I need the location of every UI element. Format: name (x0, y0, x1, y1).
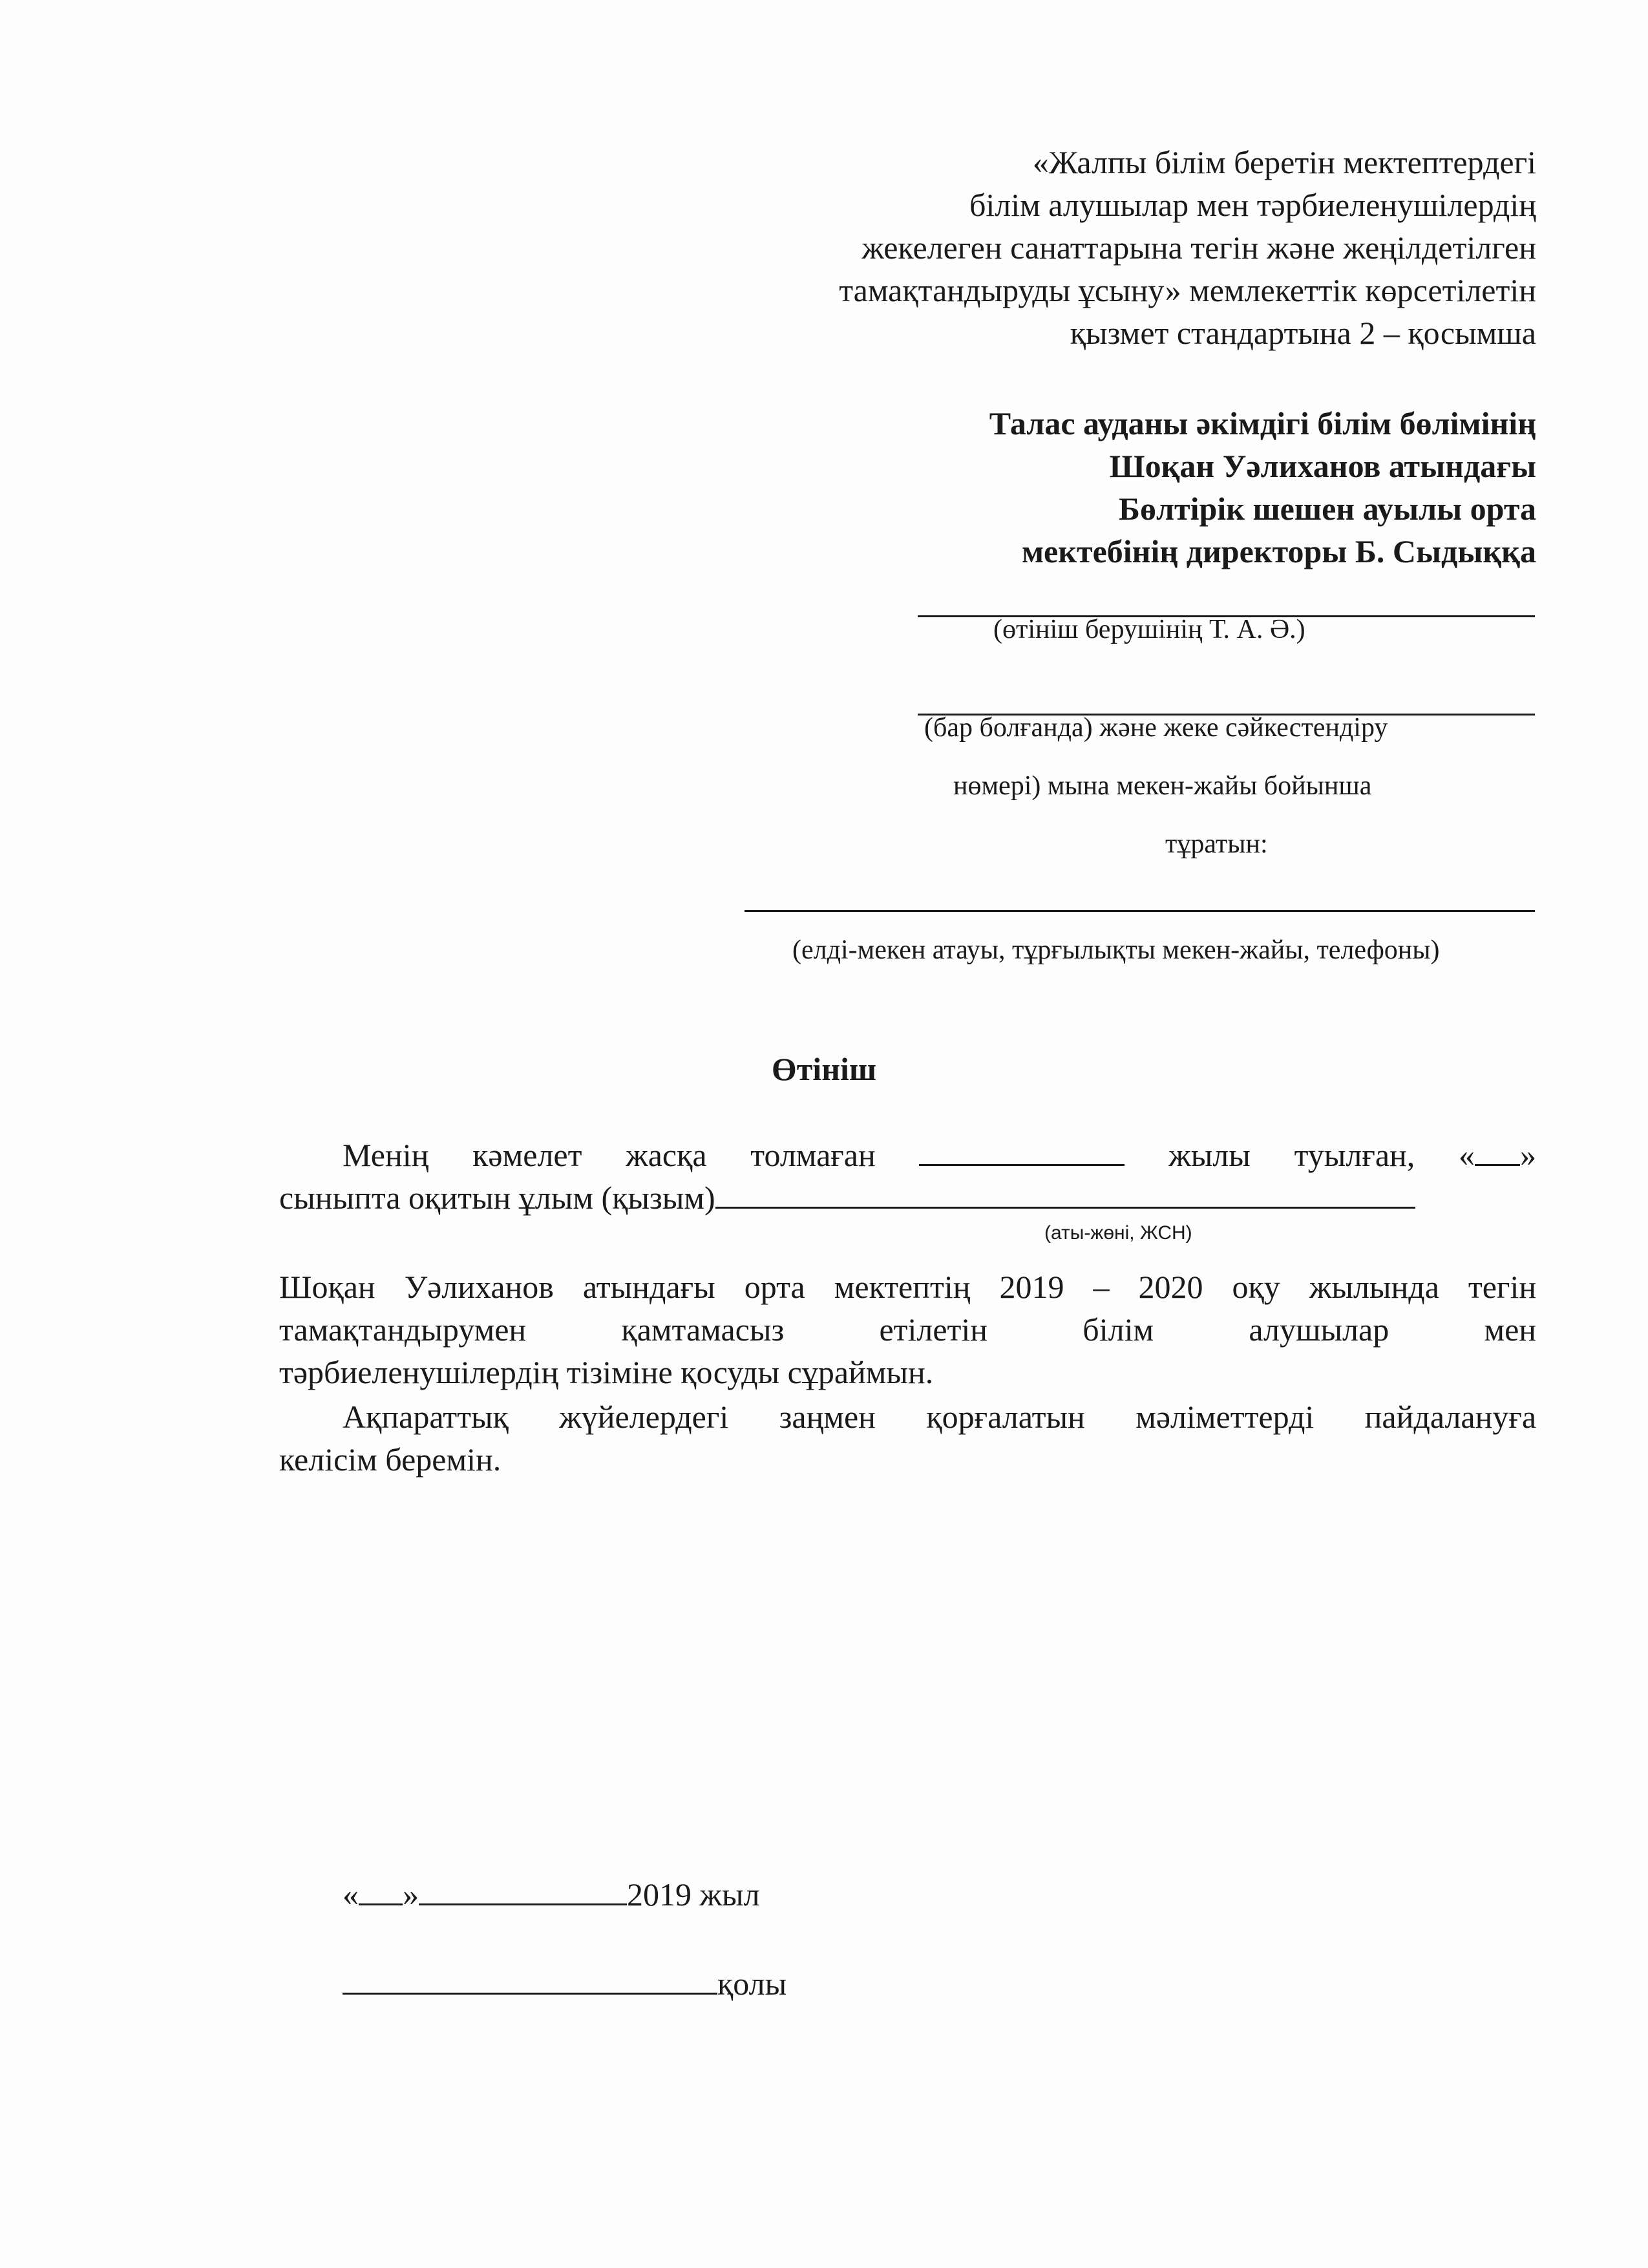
word: 2020 (1138, 1269, 1203, 1305)
birth-year-field[interactable] (919, 1137, 1125, 1166)
word: жылында (1309, 1269, 1439, 1305)
p1-line2-text: сыныпта оқитын ұлым (қызым) (279, 1180, 715, 1216)
date-close-quote: » (403, 1876, 419, 1913)
paragraph-1-line-1 (343, 1136, 1536, 1174)
word: 2019 (999, 1269, 1064, 1305)
paragraph-2-line-3: тәрбиеленушілердің тізіміне қосуды сұраймын. (279, 1354, 934, 1390)
signature-field[interactable] (343, 1966, 717, 1995)
word: тамақтандырумен (279, 1311, 527, 1348)
word: пайдалануға (1364, 1399, 1537, 1435)
p1-word: жылы (1168, 1137, 1251, 1173)
addressee-line-3: Бөлтірік шешен ауылы орта (1118, 491, 1536, 527)
date-line (343, 1876, 760, 1913)
word: Ақпараттық (343, 1399, 509, 1435)
appendix-line-4: тамақтандыруды ұсыну» мемлекеттік көрсетілетін (839, 272, 1536, 308)
word: Уәлиханов (404, 1269, 554, 1305)
word: жүйелердегі (559, 1399, 729, 1435)
word: алушылар (1249, 1311, 1389, 1348)
word: етілетін (879, 1311, 988, 1348)
appendix-line-5: қызмет стандартына 2 – қосымша (1070, 315, 1536, 351)
date-day-field[interactable] (359, 1876, 403, 1905)
paragraph-2-line-1 (279, 1268, 1536, 1306)
word: атындағы (582, 1269, 715, 1305)
paragraph-3-line-1 (343, 1398, 1536, 1436)
p1-word: туылған, (1294, 1137, 1415, 1173)
addressee-block (631, 402, 1536, 573)
word: оқу (1232, 1269, 1280, 1305)
document-title: Өтініш (771, 1051, 877, 1087)
word: заңмен (779, 1399, 876, 1435)
paragraph-2-line-2 (279, 1311, 1536, 1348)
word: қамтамасыз (621, 1311, 785, 1348)
word: мен (1484, 1311, 1537, 1348)
open-quote: « (1459, 1137, 1475, 1173)
appendix-line-3: жекелеген санаттарына тегін және жеңілдетілген (861, 229, 1536, 266)
child-name-hint: (аты-жөні, ЖСН) (1044, 1222, 1192, 1244)
paragraph-1-line-2 (279, 1179, 1415, 1216)
word: қорғалатын (926, 1399, 1085, 1435)
grade-blank[interactable] (1475, 1137, 1520, 1166)
appendix-line-1: «Жалпы білім беретін мектептердегі (1032, 144, 1536, 180)
date-year-text: 2019 жыл (627, 1876, 760, 1913)
applicant-id-hint-1: (бар болғанда) және жеке сәйкестендіру (924, 713, 1388, 743)
word: Шоқан (279, 1269, 375, 1305)
signature-line (343, 1965, 787, 2002)
date-open-quote: « (343, 1876, 359, 1913)
addressee-line-2: Шоқан Уәлиханов атындағы (1109, 448, 1536, 484)
word: мәліметтерді (1136, 1399, 1315, 1435)
appendix-reference (631, 141, 1536, 354)
applicant-name-hint: (өтініш берушінің Т. А. Ә.) (993, 615, 1305, 644)
word: орта (744, 1269, 805, 1305)
word: мектептің (834, 1269, 971, 1305)
child-name-field[interactable] (715, 1180, 1415, 1209)
applicant-address-field[interactable] (745, 910, 1535, 912)
applicant-id-hint-3: тұратын: (1165, 829, 1268, 859)
date-month-field[interactable] (419, 1876, 627, 1905)
applicant-address-hint: (елді-мекен атауы, тұрғылықты мекен-жайы, телефоны) (792, 935, 1440, 965)
applicant-id-hint-2: нөмері) мына мекен-жайы бойынша (953, 771, 1372, 801)
signature-label: қолы (717, 1966, 787, 2002)
addressee-line-1: Талас ауданы әкімдігі білім бөлімінің (989, 405, 1536, 441)
p1-word: толмаған (750, 1137, 876, 1173)
p1-word: кәмелет (472, 1137, 582, 1173)
addressee-line-4: мектебінің директоры Б. Сыдыққа (1021, 533, 1536, 569)
paragraph-3-line-2: келісім беремін. (279, 1441, 502, 1478)
p1-word: Менің (343, 1137, 429, 1173)
word: – (1093, 1269, 1110, 1305)
word: білім (1083, 1311, 1154, 1348)
grade-field (1459, 1137, 1536, 1173)
appendix-line-2: білім алушылар мен тәрбиеленушілердің (969, 187, 1536, 223)
close-quote: » (1520, 1137, 1536, 1173)
p1-word: жасқа (626, 1137, 707, 1173)
word: тегін (1468, 1269, 1537, 1305)
